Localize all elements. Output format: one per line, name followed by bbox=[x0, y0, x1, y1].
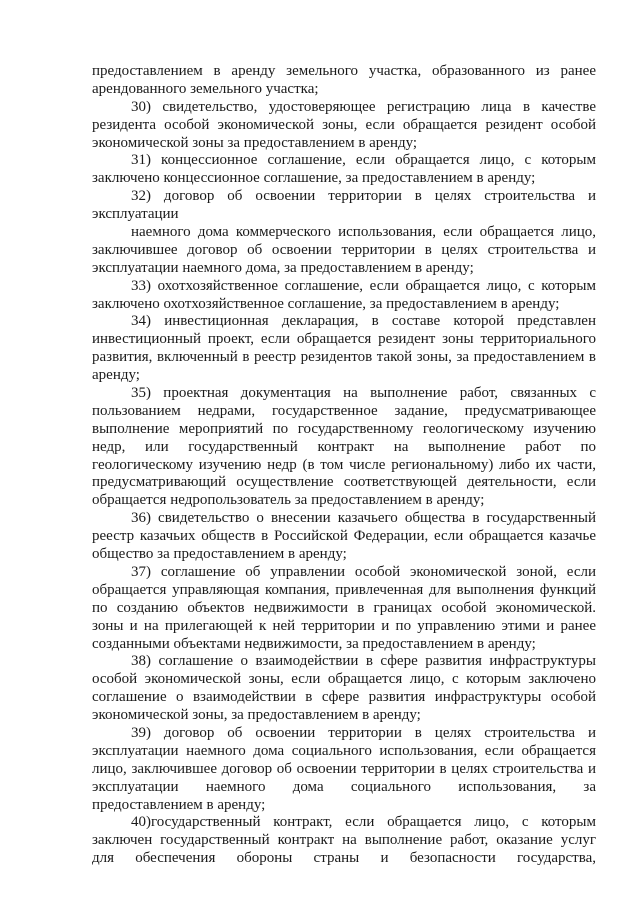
list-item-34: 34) инвестиционная декларация, в составе которой представлен bbox=[131, 313, 596, 330]
list-item-39: 39) договор об освоении территории в целях строительства и bbox=[131, 724, 596, 741]
text-line: резидента особой экономической зоны, если обращается резидент особой bbox=[92, 116, 596, 133]
text-line: эксплуатации наемного дома, за предоставлением в аренду; bbox=[92, 259, 474, 276]
text-line: выполнение мероприятий по государственному геологическому изучению bbox=[92, 420, 596, 437]
text-line: зоны и на прилегающей к ней территории и по управлению этими и ранее bbox=[92, 617, 596, 634]
text-line: предусматривающий осуществление соответствующей деятельности, если bbox=[92, 474, 596, 491]
list-item-32: 32) договор об освоении территории в целях строительства и bbox=[131, 188, 596, 205]
text-line: заключившее договор об освоении территории в целях строительства и bbox=[92, 241, 596, 258]
text-line: предоставлением в аренду земельного участка, образованного из ранее bbox=[92, 63, 596, 79]
text-line: развития, включенный в реестр резидентов такой зоны, за предоставлением в bbox=[92, 349, 596, 366]
text-line: геологическому изучению недр (в том числе региональному) либо их части, bbox=[92, 456, 596, 473]
text-line: экономической зоны, за предоставлением в аренду; bbox=[92, 707, 421, 724]
text-line: особой экономической зоны, если обращается лицо, с которым заключено bbox=[92, 671, 596, 688]
text-line: заключено концессионное соглашение, за предоставлением в аренду; bbox=[92, 170, 536, 187]
list-item-31: 31) концессионное соглашение, если обращается лицо, с которым bbox=[131, 152, 596, 169]
list-item-40: 40)государственный контракт, если обращается лицо, с которым bbox=[131, 814, 596, 831]
text-line: предоставлением в аренду; bbox=[92, 796, 266, 813]
list-item-33: 33) охотхозяйственное соглашение, если обращается лицо, с которым bbox=[131, 277, 596, 294]
text-line: аренду; bbox=[92, 367, 140, 384]
list-item-37: 37) соглашение об управлении особой экономической зоной, если bbox=[131, 563, 596, 580]
list-item-30: 30) свидетельство, удостоверяющее регистрацию лица в качестве bbox=[131, 98, 596, 115]
text-line: обращается недропользователь за предоставлением в аренду; bbox=[92, 492, 485, 509]
text-line: созданными объектами недвижимости, за предоставлением в аренду; bbox=[92, 635, 536, 652]
text-line: эксплуатации наемного дома социального использования, если обращается bbox=[92, 742, 596, 759]
text-line: лицо, заключившее договор об освоении территории в целях строительства и bbox=[92, 760, 596, 777]
text-line: эксплуатации наемного дома социального использования, за bbox=[92, 778, 596, 795]
list-item-38: 38) соглашение о взаимодействии в сфере развития инфраструктуры bbox=[131, 653, 596, 670]
text-line: заключен государственный контракт на выполнение работ, оказание услуг bbox=[92, 832, 596, 849]
document-body bbox=[92, 63, 596, 868]
text-line: наемного дома коммерческого использования, если обращается лицо, bbox=[131, 224, 596, 241]
list-item-36: 36) свидетельство о внесении казачьего общества в государственный bbox=[131, 510, 596, 527]
list-item-35: 35) проектная документация на выполнение работ, связанных с bbox=[131, 385, 596, 402]
text-line: общество за предоставлением в аренду; bbox=[92, 546, 347, 563]
text-line: соглашение о взаимодействии в сфере развития инфраструктуры особой bbox=[92, 689, 596, 706]
text-line: пользованием недрами, государственное задание, предусматривающее bbox=[92, 402, 596, 419]
text-line: арендованного земельного участка; bbox=[92, 80, 319, 97]
text-line: экономической зоны за предоставлением в аренду; bbox=[92, 134, 418, 151]
text-line: реестр казачьих обществ в Российской Федерации, если обращается казачье bbox=[92, 528, 596, 545]
text-line: для обеспечения обороны страны и безопасности государства, bbox=[92, 850, 596, 867]
text-line: эксплуатации bbox=[92, 206, 179, 223]
text-line: заключено охотхозяйственное соглашение, за предоставлением в аренду; bbox=[92, 295, 560, 312]
text-line: обращается управляющая компания, привлеченная для выполнения функций bbox=[92, 581, 596, 598]
text-line: недр, или государственный контракт на выполнение работ по bbox=[92, 438, 596, 455]
text-line: инвестиционный проект, если обращается резидент зоны территориального bbox=[92, 331, 596, 348]
text-line: по созданию объектов недвижимости в границах особой экономической. bbox=[92, 599, 596, 616]
